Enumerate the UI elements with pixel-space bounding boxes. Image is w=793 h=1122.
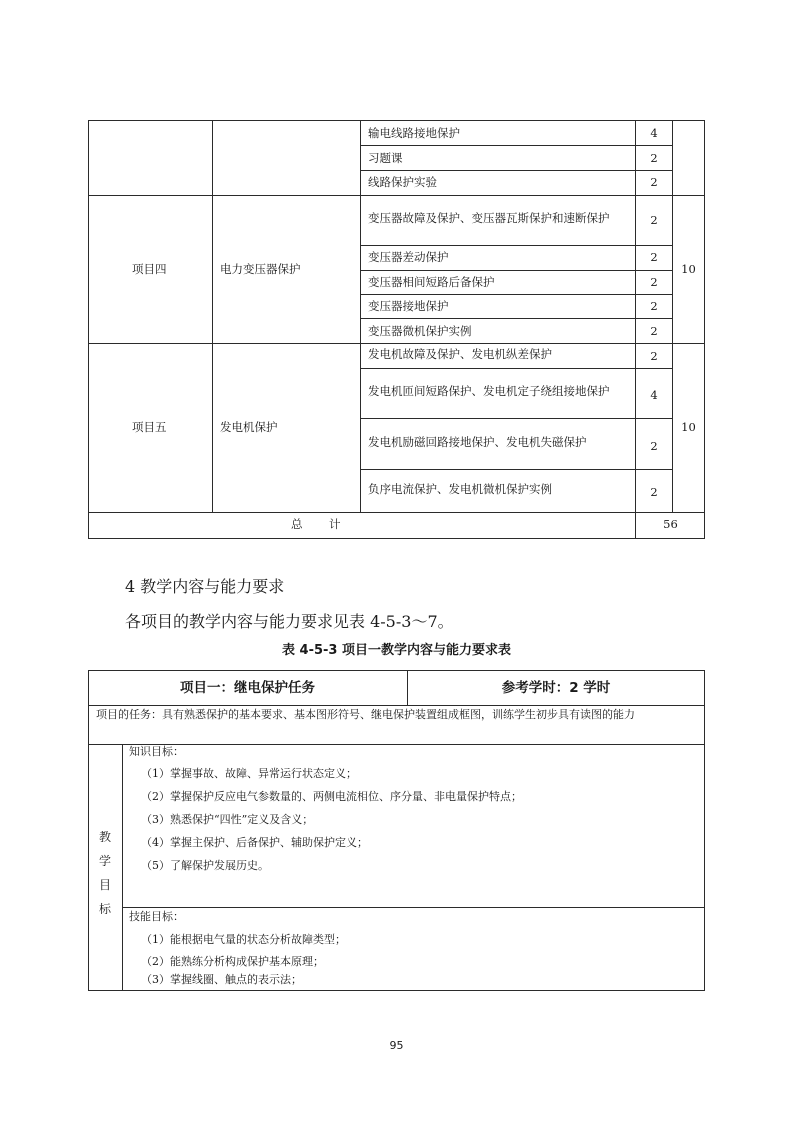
total-value: 56 — [663, 517, 678, 531]
content-cell: 发电机励磁回路接地保护、发电机失磁保护 — [368, 435, 587, 449]
content-cell: 输电线路接地保护 — [368, 126, 460, 140]
hours-cell: 2 — [650, 275, 658, 289]
list-item: （2）掌握保护反应电气参数量的、两侧电流相位、序分量、非电量保护特点； — [141, 790, 522, 803]
knowledge-goals-title: 知识目标： — [129, 745, 184, 758]
list-item: （4）掌握主保护、后备保护、辅助保护定义； — [141, 836, 368, 849]
project-name-cell: 电力变压器保护 — [220, 262, 301, 276]
content-cell: 习题课 — [368, 151, 403, 165]
side-label-char: 目 — [98, 878, 111, 892]
total-label-2: 计 — [329, 517, 341, 531]
project-total-cell: 10 — [681, 420, 696, 434]
skill-goals-title: 技能目标： — [129, 910, 184, 923]
project-total-cell: 10 — [681, 262, 696, 276]
side-label-char: 标 — [98, 902, 111, 916]
list-item: （1）掌握事故、故障、异常运行状态定义； — [141, 767, 357, 780]
table-caption: 表 4-5-3 项目一教学内容与能力要求表 — [282, 643, 511, 658]
section-heading: 4 教学内容与能力要求 — [125, 577, 285, 596]
project-cell: 项目四 — [132, 262, 167, 276]
project-task: 项目的任务：具有熟悉保护的基本要求、基本图形符号、继电保护装置组成框图，训练学生初步具有读图的能力 — [96, 708, 635, 721]
content-cell: 发电机匝间短路保护、发电机定子绕组接地保护 — [368, 384, 610, 398]
content-cell: 变压器相间短路后备保护 — [368, 275, 495, 289]
content-cell: 变压器差动保护 — [368, 250, 449, 264]
hours-cell: 2 — [650, 151, 658, 165]
hours-cell: 2 — [650, 250, 658, 264]
side-label-char: 教 — [98, 830, 111, 844]
content-cell: 变压器微机保护实例 — [368, 324, 472, 338]
hours-cell: 2 — [650, 175, 658, 189]
section-paragraph: 各项目的教学内容与能力要求见表 4-5-3～7。 — [125, 612, 454, 631]
hours-cell: 2 — [650, 349, 658, 363]
hours-cell: 2 — [650, 439, 658, 453]
project-cell: 项目五 — [132, 420, 167, 434]
project-name-cell: 发电机保护 — [220, 420, 278, 434]
reference-hours-header: 参考学时：2 学时 — [501, 680, 611, 696]
hours-cell: 2 — [650, 213, 658, 227]
list-item: （3）熟悉保护“四性”定义及含义； — [141, 813, 314, 826]
list-item: （3）掌握线圈、触点的表示法； — [141, 973, 302, 986]
side-label-char: 学 — [98, 854, 111, 868]
content-cell: 负序电流保护、发电机微机保护实例 — [368, 482, 552, 496]
content-cell: 变压器故障及保护、变压器瓦斯保护和速断保护 — [368, 211, 610, 225]
page-number: 95 — [389, 1039, 404, 1052]
hours-cell: 2 — [650, 299, 658, 313]
list-item: （1）能根据电气量的状态分析故障类型； — [141, 933, 346, 946]
content-cell: 线路保护实验 — [368, 175, 437, 189]
hours-cell: 4 — [650, 126, 658, 140]
content-cell: 发电机故障及保护、发电机纵差保护 — [368, 347, 552, 361]
project-title-header: 项目一：继电保护任务 — [180, 680, 315, 696]
hours-cell: 2 — [650, 485, 658, 499]
list-item: （2）能熟练分析构成保护基本原理； — [141, 955, 324, 968]
content-cell: 变压器接地保护 — [368, 299, 449, 313]
hours-cell: 2 — [650, 324, 658, 338]
list-item: （5）了解保护发展历史。 — [141, 859, 269, 872]
hours-cell: 4 — [650, 388, 658, 402]
total-label-1: 总 — [291, 517, 303, 531]
